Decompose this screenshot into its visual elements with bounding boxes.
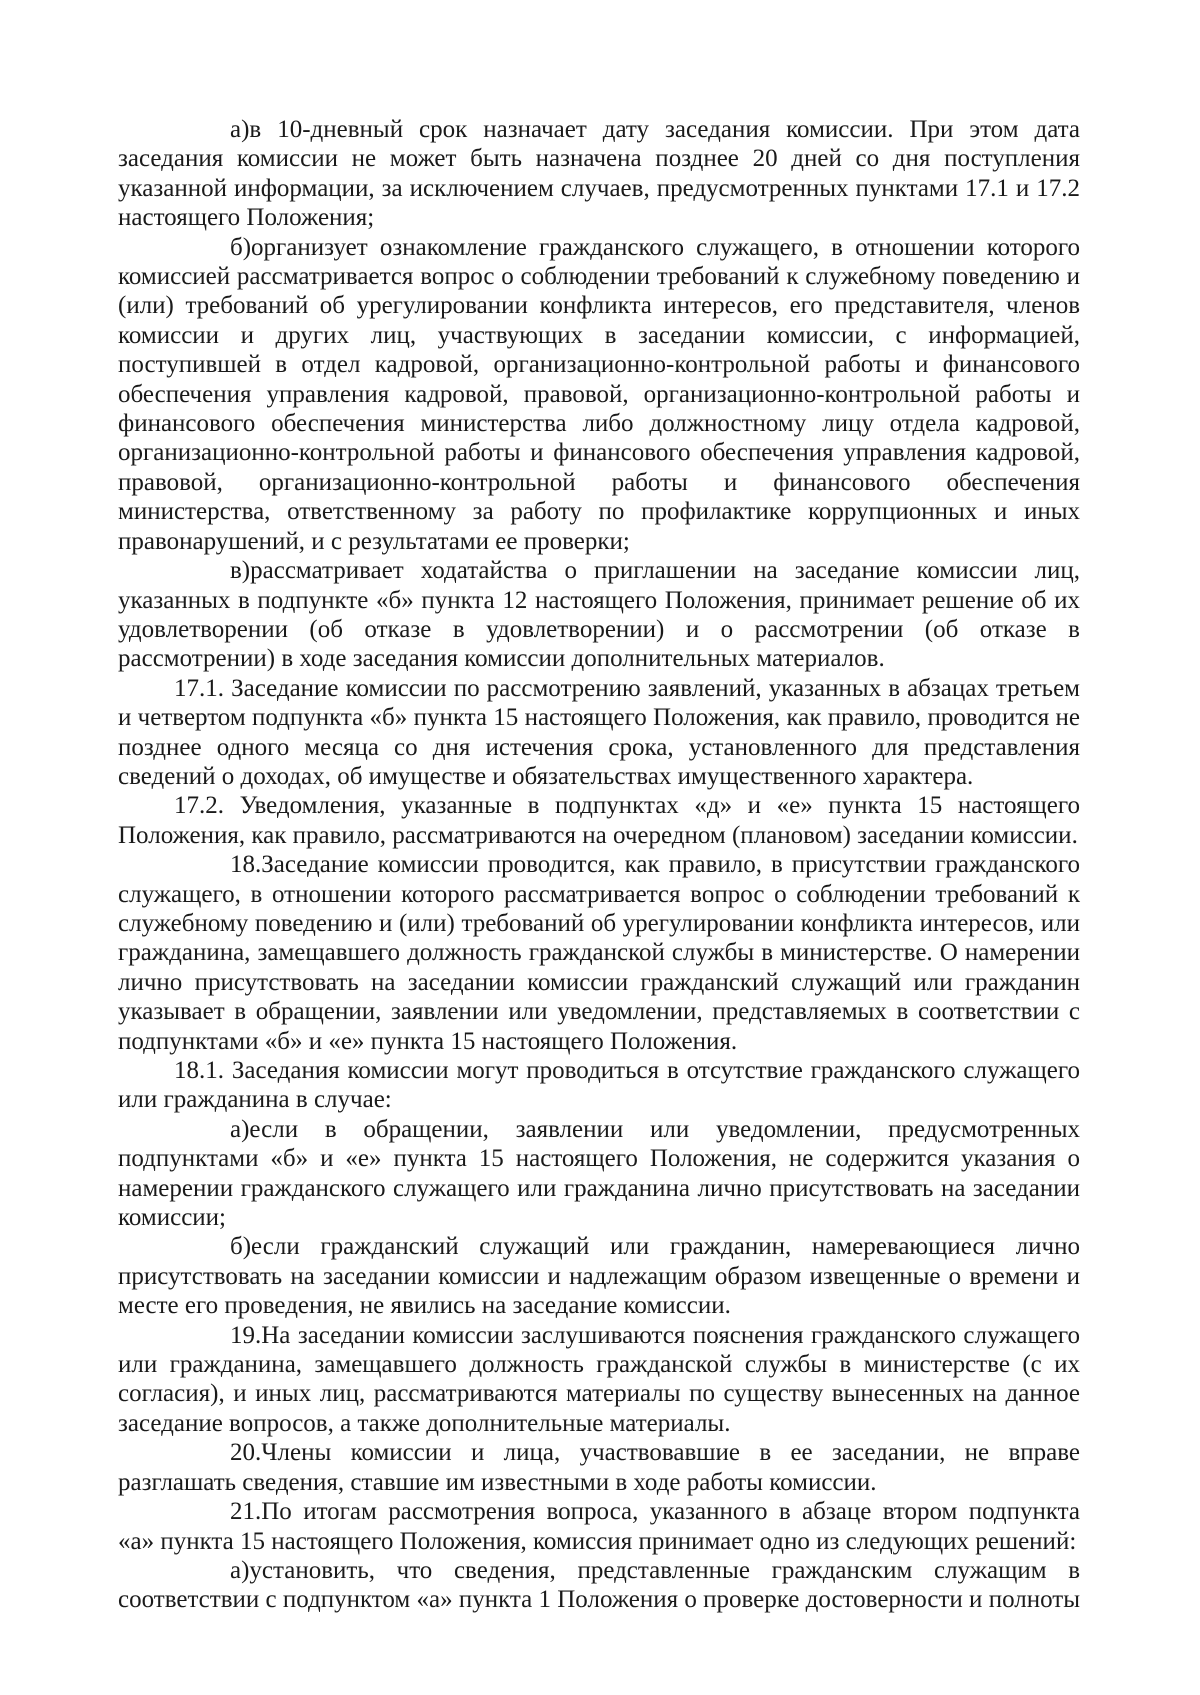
list-marker: 18. bbox=[230, 851, 262, 879]
document-text bbox=[118, 115, 1080, 1615]
paragraph-21-a bbox=[118, 1556, 1080, 1615]
list-marker: а) bbox=[230, 1556, 250, 1584]
paragraph-20 bbox=[118, 1438, 1080, 1497]
paragraph-text: 18.1. Заседания комиссии могут проводиться в отсутствие гражданского служащего или гражданина в случае: bbox=[118, 1057, 1080, 1114]
list-marker: 21. bbox=[230, 1498, 262, 1526]
paragraph-17-1 bbox=[118, 674, 1080, 792]
paragraph-21 bbox=[118, 1497, 1080, 1556]
list-marker: 19. bbox=[230, 1321, 262, 1349]
paragraph-text: По итогам рассмотрения вопроса, указанного в абзаце втором подпункта «а» пункта 15 настоящего Положения, комиссия принимает одно из следующих решений: bbox=[118, 1498, 1080, 1555]
list-marker: 20. bbox=[230, 1439, 262, 1467]
paragraph-text: организует ознакомление гражданского служащего, в отношении которого комиссией рассматривается вопрос о соблюдении требований к служебному поведению и (или) требований об урегулировании конфликта интересов, его представителя, членов комиссии и других лиц, участвующих в заседании комиссии, с информацией, поступившей в отдел кадровой, организационно-контрольной работы и финансового обеспечения управления кадровой, правовой, организационно-контрольной работы и финансового обеспечения министерства либо должностному лицу отдела кадровой, организационно-контрольной работы и финансового обеспечения управления кадровой, правовой, организационно-контрольной работы и финансового обеспечения министерства, ответственному за работу по профилактике коррупционных и иных правонарушений, и с результатами ее проверки; bbox=[118, 233, 1080, 555]
paragraph-text: если в обращении, заявлении или уведомлении, предусмотренных подпунктами «б» и «е» пункта 15 настоящего Положения, не содержится указания о намерении гражданского служащего или гражданина лично присутствовать на заседании комиссии; bbox=[118, 1115, 1080, 1232]
paragraph-text: в 10-дневный срок назначает дату заседания комиссии. При этом дата заседания комиссии не может быть назначена позднее 20 дней со дня поступления указанной информации, за исключением случаев, предусмотренных пунктами 17.1 и 17.2 настоящего Положения; bbox=[118, 116, 1080, 232]
paragraph-text: 17.2. Уведомления, указанные в подпунктах «д» и «е» пункта 15 настоящего Положения, как правило, рассматриваются на очередном (плановом) заседании комиссии. bbox=[118, 792, 1080, 849]
paragraph-text: если гражданский служащий или гражданин, намеревающиеся лично присутствовать на заседании комиссии и надлежащим образом извещенные о времени и месте его проведения, не явились на заседание комиссии. bbox=[118, 1233, 1080, 1320]
list-marker: а) bbox=[230, 1115, 250, 1143]
list-marker: в) bbox=[230, 557, 251, 585]
paragraph-text: Заседание комиссии проводится, как правило, в присутствии гражданского служащего, в отношении которого рассматривается вопрос о соблюдении требований к служебному поведению и (или) требований об урегулировании конфликта интересов, или гражданина, замещавшего должность гражданской службы в министерстве. О намерении лично присутствовать на заседании комиссии гражданский служащий или гражданин указывает в обращении, заявлении или уведомлении, представляемых в соответствии с подпунктами «б» и «е» пункта 15 настоящего Положения. bbox=[118, 851, 1080, 1055]
paragraph-17-a bbox=[118, 115, 1080, 233]
list-marker: а) bbox=[230, 116, 250, 143]
paragraph-17-v bbox=[118, 556, 1080, 674]
paragraph-18-1-a bbox=[118, 1115, 1080, 1233]
paragraph-text: установить, что сведения, представленные гражданским служащим в соответствии с подпунктом «а» пункта 1 Положения о проверке достоверности и полноты bbox=[118, 1556, 1080, 1614]
paragraph-text: рассматривает ходатайства о приглашении на заседание комиссии лиц, указанных в подпункте «б» пункта 12 настоящего Положения, принимает решение об их удовлетворении (об отказе в удовлетворении) и о рассмотрении (об отказе в рассмотрении) в ходе заседания комиссии дополнительных материалов. bbox=[118, 557, 1080, 673]
paragraph-text: 17.1. Заседание комиссии по рассмотрению заявлений, указанных в абзацах третьем и четвертом подпункта «б» пункта 15 настоящего Положения, как правило, проводится не позднее одного месяца со дня истечения срока, установленного для представления сведений о доходах, об имуществе и обязательствах имущественного характера. bbox=[118, 674, 1080, 790]
paragraph-18-1-b bbox=[118, 1232, 1080, 1320]
paragraph-19 bbox=[118, 1321, 1080, 1439]
paragraph-18-1 bbox=[118, 1056, 1080, 1115]
list-marker: б) bbox=[230, 233, 252, 261]
paragraph-18 bbox=[118, 850, 1080, 1056]
paragraph-17-2 bbox=[118, 791, 1080, 850]
paragraph-17-b bbox=[118, 233, 1080, 556]
list-marker: б) bbox=[230, 1233, 252, 1261]
paragraph-text: На заседании комиссии заслушиваются пояснения гражданского служащего или гражданина, замещавшего должность гражданской службы в министерстве (с их согласия), и иных лиц, рассматриваются материалы по существу вынесенных на данное заседание вопросов, а также дополнительные материалы. bbox=[118, 1321, 1080, 1437]
paragraph-text: Члены комиссии и лица, участвовавшие в ее заседании, не вправе разглашать сведения, ставшие им известными в ходе работы комиссии. bbox=[118, 1439, 1080, 1496]
